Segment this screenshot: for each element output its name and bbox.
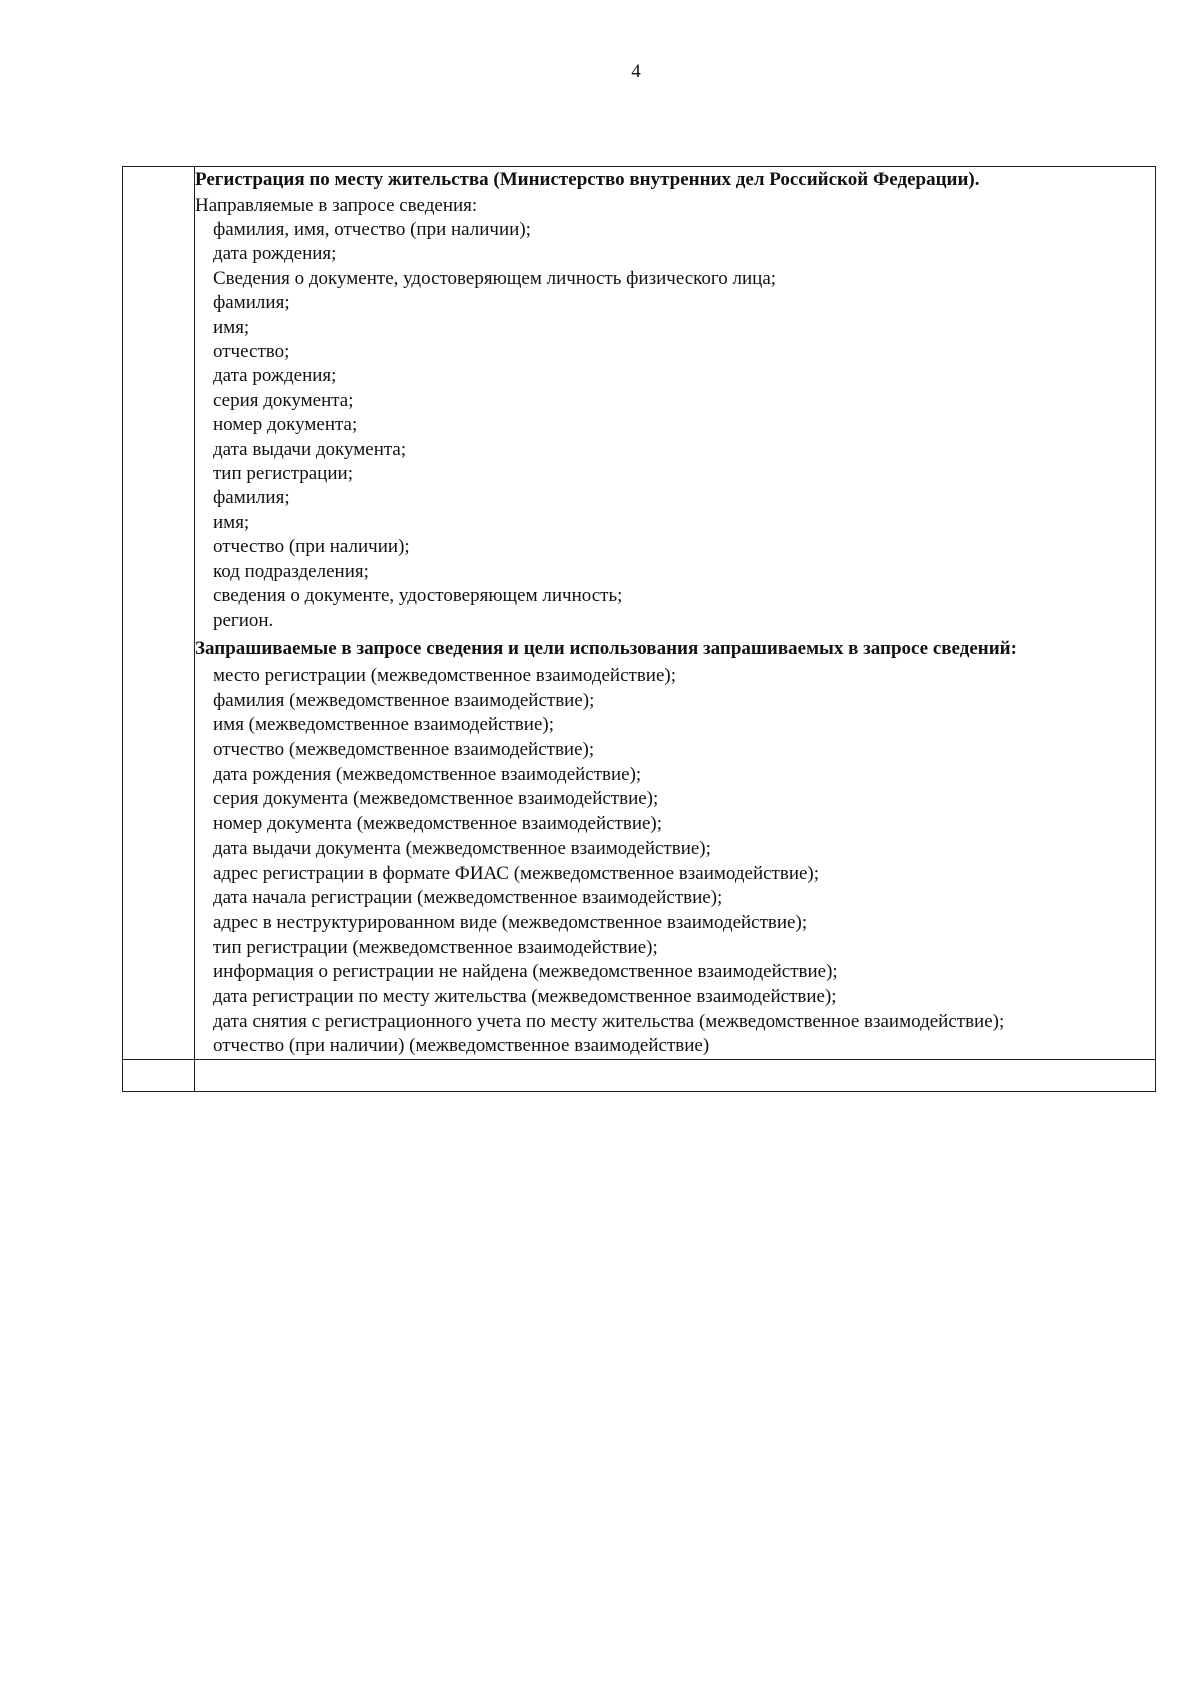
sent-data-item: сведения о документе, удостоверяющем личность;: [213, 585, 623, 607]
requested-data-item: адрес регистрации в формате ФИАС (межведомственное взаимодействие);: [213, 862, 820, 884]
sent-data-item: имя;: [213, 316, 250, 338]
sent-data-item: номер документа;: [213, 414, 358, 436]
document-table: [122, 166, 1156, 1092]
sent-data-item: фамилия;: [213, 487, 290, 509]
sent-data-item: имя;: [213, 511, 250, 533]
sent-data-item: дата рождения;: [213, 243, 337, 265]
sent-data-item: серия документа;: [213, 389, 354, 411]
sent-data-item: тип регистрации;: [213, 463, 353, 485]
content-cell: [195, 1060, 1156, 1092]
page-number: 4: [631, 61, 641, 82]
requested-data-item: дата начала регистрации (межведомственное взаимодействие);: [213, 887, 723, 909]
sent-data-item: отчество (при наличии);: [213, 536, 410, 558]
requested-data-list: [195, 664, 1155, 1059]
sent-data-item: отчество;: [213, 341, 290, 363]
requested-data-item: номер документа (межведомственное взаимодействие);: [213, 813, 663, 835]
requested-data-item: дата регистрации по месту жительства (межведомственное взаимодействие);: [213, 986, 837, 1008]
sent-data-item: фамилия, имя, отчество (при наличии);: [213, 219, 531, 240]
requested-data-item: имя (межведомственное взаимодействие);: [213, 714, 554, 736]
requested-data-item: отчество (межведомственное взаимодействие);: [213, 739, 595, 761]
requested-data-item: дата рождения (межведомственное взаимодействие);: [213, 763, 642, 785]
requested-data-item: информация о регистрации не найдена (межведомственное взаимодействие);: [213, 961, 838, 983]
requested-data-item: дата выдачи документа (межведомственное взаимодействие);: [213, 837, 711, 859]
number-cell: [123, 167, 195, 1060]
sent-data-item: регион.: [213, 609, 274, 631]
requested-data-item: фамилия (межведомственное взаимодействие);: [213, 689, 595, 711]
requested-data-item: серия документа (межведомственное взаимодействие);: [213, 788, 659, 810]
sent-data-item: код подразделения;: [213, 560, 369, 582]
sent-data-list: [195, 218, 1155, 633]
table-row: [123, 167, 1156, 1060]
sent-data-item: Сведения о документе, удостоверяющем личность физического лица;: [213, 267, 777, 289]
requested-data-item: отчество (при наличии) (межведомственное взаимодействие): [213, 1035, 710, 1057]
requested-data-item: дата снятия с регистрационного учета по месту жительства (межведомственное взаимодействие);: [213, 1010, 1005, 1032]
sent-data-item: дата выдачи документа;: [213, 438, 407, 460]
number-cell: [123, 1060, 195, 1092]
requested-data-item: место регистрации (межведомственное взаимодействие);: [213, 664, 677, 686]
table-row: [123, 1060, 1156, 1092]
requested-data-item: адрес в неструктурированном виде (межведомственное взаимодействие);: [213, 911, 808, 933]
sent-data-item: фамилия;: [213, 292, 290, 314]
section-title: Регистрация по месту жительства (Министерство внутренних дел Российской Федерации).: [195, 169, 980, 190]
sent-data-label: Направляемые в запросе сведения:: [195, 195, 478, 216]
sent-data-item: дата рождения;: [213, 365, 337, 387]
content-cell: [195, 167, 1156, 1060]
requested-data-item: тип регистрации (межведомственное взаимодействие);: [213, 936, 658, 958]
requested-data-label: Запрашиваемые в запросе сведения и цели использования запрашиваемых в запросе сведений:: [195, 637, 1017, 659]
